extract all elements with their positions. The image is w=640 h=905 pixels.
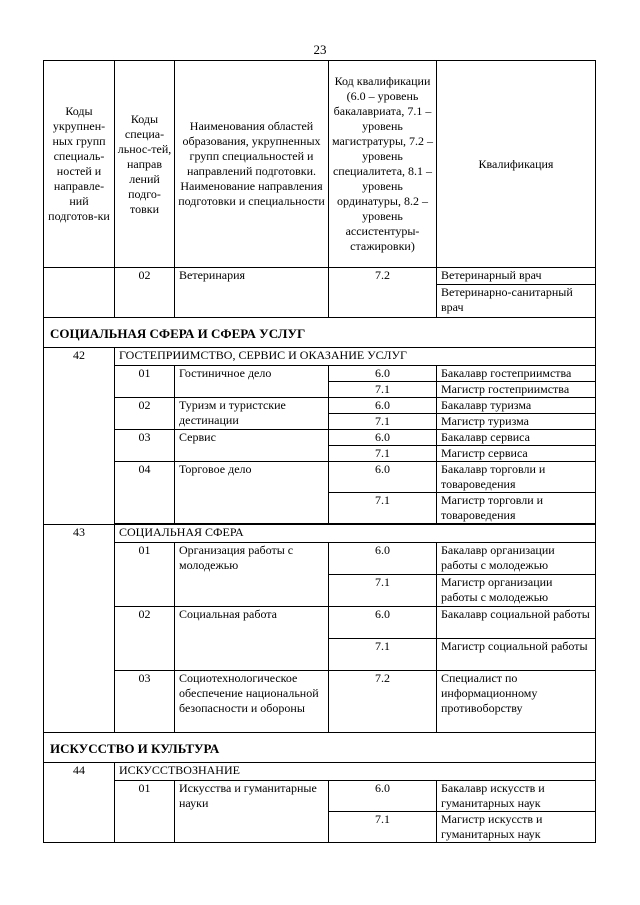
group-row — [44, 525, 596, 543]
qualification-level: 6.0 — [329, 781, 437, 812]
group-code: 43 — [44, 525, 115, 733]
specialty-code: 02 — [115, 398, 175, 430]
specialties-table — [43, 60, 596, 843]
specialty-name: Сервис — [175, 430, 329, 462]
specialty-name: Туризм и туристские дестинации — [175, 398, 329, 430]
specialty-code: 01 — [115, 781, 175, 843]
section-row — [44, 733, 596, 763]
qualification-level: 7.1 — [329, 382, 437, 398]
qualification-level: 7.1 — [329, 446, 437, 462]
qualification: Магистр социальной работы — [437, 639, 596, 671]
specialty-name: Ветеринария — [175, 268, 329, 318]
table-row — [44, 781, 596, 812]
table-row — [44, 462, 596, 493]
table-row — [44, 543, 596, 575]
qualification: Ветеринарно-санитарный врач — [437, 285, 596, 318]
header-qualification-code: Код квалификации (6.0 – уровень бакалавриата, 7.1 – уровень магистратуры, 7.2 – уровень специалитета, 8.1 – уровень ординатуры, 8.2 – уровень ассистентуры-стажировки) — [329, 61, 437, 268]
table-row — [44, 430, 596, 446]
qualification: Магистр туризма — [437, 414, 596, 430]
group-name: ГОСТЕПРИИМСТВО, СЕРВИС И ОКАЗАНИЕ УСЛУГ — [115, 348, 596, 366]
group-row — [44, 763, 596, 781]
qualification-level: 7.1 — [329, 812, 437, 843]
specialty-name: Торговое дело — [175, 462, 329, 524]
qualification-level: 6.0 — [329, 430, 437, 446]
specialty-code: 02 — [115, 268, 175, 318]
qualification: Магистр торговли и товароведения — [437, 493, 596, 524]
header-group-codes: Коды укрупнен-ных групп специаль-ностей и направле-ний подготов-ки — [44, 61, 115, 268]
qualification: Бакалавр торговли и товароведения — [437, 462, 596, 493]
table-row — [44, 268, 596, 285]
section-title: ИСКУССТВО И КУЛЬТУРА — [44, 733, 596, 763]
qualification-level: 7.1 — [329, 414, 437, 430]
qualification: Бакалавр гостеприимства — [437, 366, 596, 382]
specialty-name: Организация работы с молодежью — [175, 543, 329, 607]
qualification-level: 6.0 — [329, 366, 437, 382]
qualification: Магистр сервиса — [437, 446, 596, 462]
qualification: Специалист по информационному противоборству — [437, 671, 596, 733]
table-row — [44, 671, 596, 733]
qualification: Бакалавр социальной работы — [437, 607, 596, 639]
qualification: Бакалавр туризма — [437, 398, 596, 414]
specialty-code: 03 — [115, 671, 175, 733]
specialty-code: 03 — [115, 430, 175, 462]
qualification: Магистр искусств и гуманитарных наук — [437, 812, 596, 843]
qualification-level: 7.1 — [329, 493, 437, 524]
specialty-name: Социальная работа — [175, 607, 329, 671]
specialty-name: Искусства и гуманитарные науки — [175, 781, 329, 843]
specialty-code: 02 — [115, 607, 175, 671]
table-row — [44, 607, 596, 639]
specialty-code: 04 — [115, 462, 175, 524]
specialty-code: 01 — [115, 366, 175, 398]
qualification: Бакалавр искусств и гуманитарных наук — [437, 781, 596, 812]
section-title: СОЦИАЛЬНАЯ СФЕРА И СФЕРА УСЛУГ — [44, 318, 596, 348]
header-qualification: Квалификация — [437, 61, 596, 268]
section-row — [44, 318, 596, 348]
qualification-level: 6.0 — [329, 543, 437, 575]
qualification-level: 7.2 — [329, 671, 437, 733]
group-code: 42 — [44, 348, 115, 525]
qualification-level: 7.1 — [329, 575, 437, 607]
header-names: Наименования областей образования, укрупненных групп специальностей и направлений подготовки. Наименование направления подготовки и специальности — [175, 61, 329, 268]
table-row — [44, 366, 596, 382]
group-name: СОЦИАЛЬНАЯ СФЕРА — [115, 525, 596, 543]
table-header-row — [44, 61, 596, 268]
specialty-code: 01 — [115, 543, 175, 607]
qualification: Бакалавр сервиса — [437, 430, 596, 446]
table-row — [44, 398, 596, 414]
header-specialty-codes: Коды специа-льнос-тей, направ лений подго-товки — [115, 61, 175, 268]
group-name: ИСКУССТВОЗНАНИЕ — [115, 763, 596, 781]
qualification: Магистр организации работы с молодежью — [437, 575, 596, 607]
qualification-level: 7.1 — [329, 639, 437, 671]
qualification: Магистр гостеприимства — [437, 382, 596, 398]
specialty-name: Гостиничное дело — [175, 366, 329, 398]
group-row — [44, 348, 596, 366]
qualification-level: 6.0 — [329, 462, 437, 493]
qualification: Бакалавр организации работы с молодежью — [437, 543, 596, 575]
qualification: Ветеринарный врач — [437, 268, 596, 285]
page-number: 23 — [313, 42, 327, 57]
qualification-level: 6.0 — [329, 398, 437, 414]
qualification-level: 6.0 — [329, 607, 437, 639]
group-code: 44 — [44, 763, 115, 843]
qualification-level: 7.2 — [329, 268, 437, 318]
specialty-name: Социотехнологическое обеспечение национальной безопасности и обороны — [175, 671, 329, 733]
